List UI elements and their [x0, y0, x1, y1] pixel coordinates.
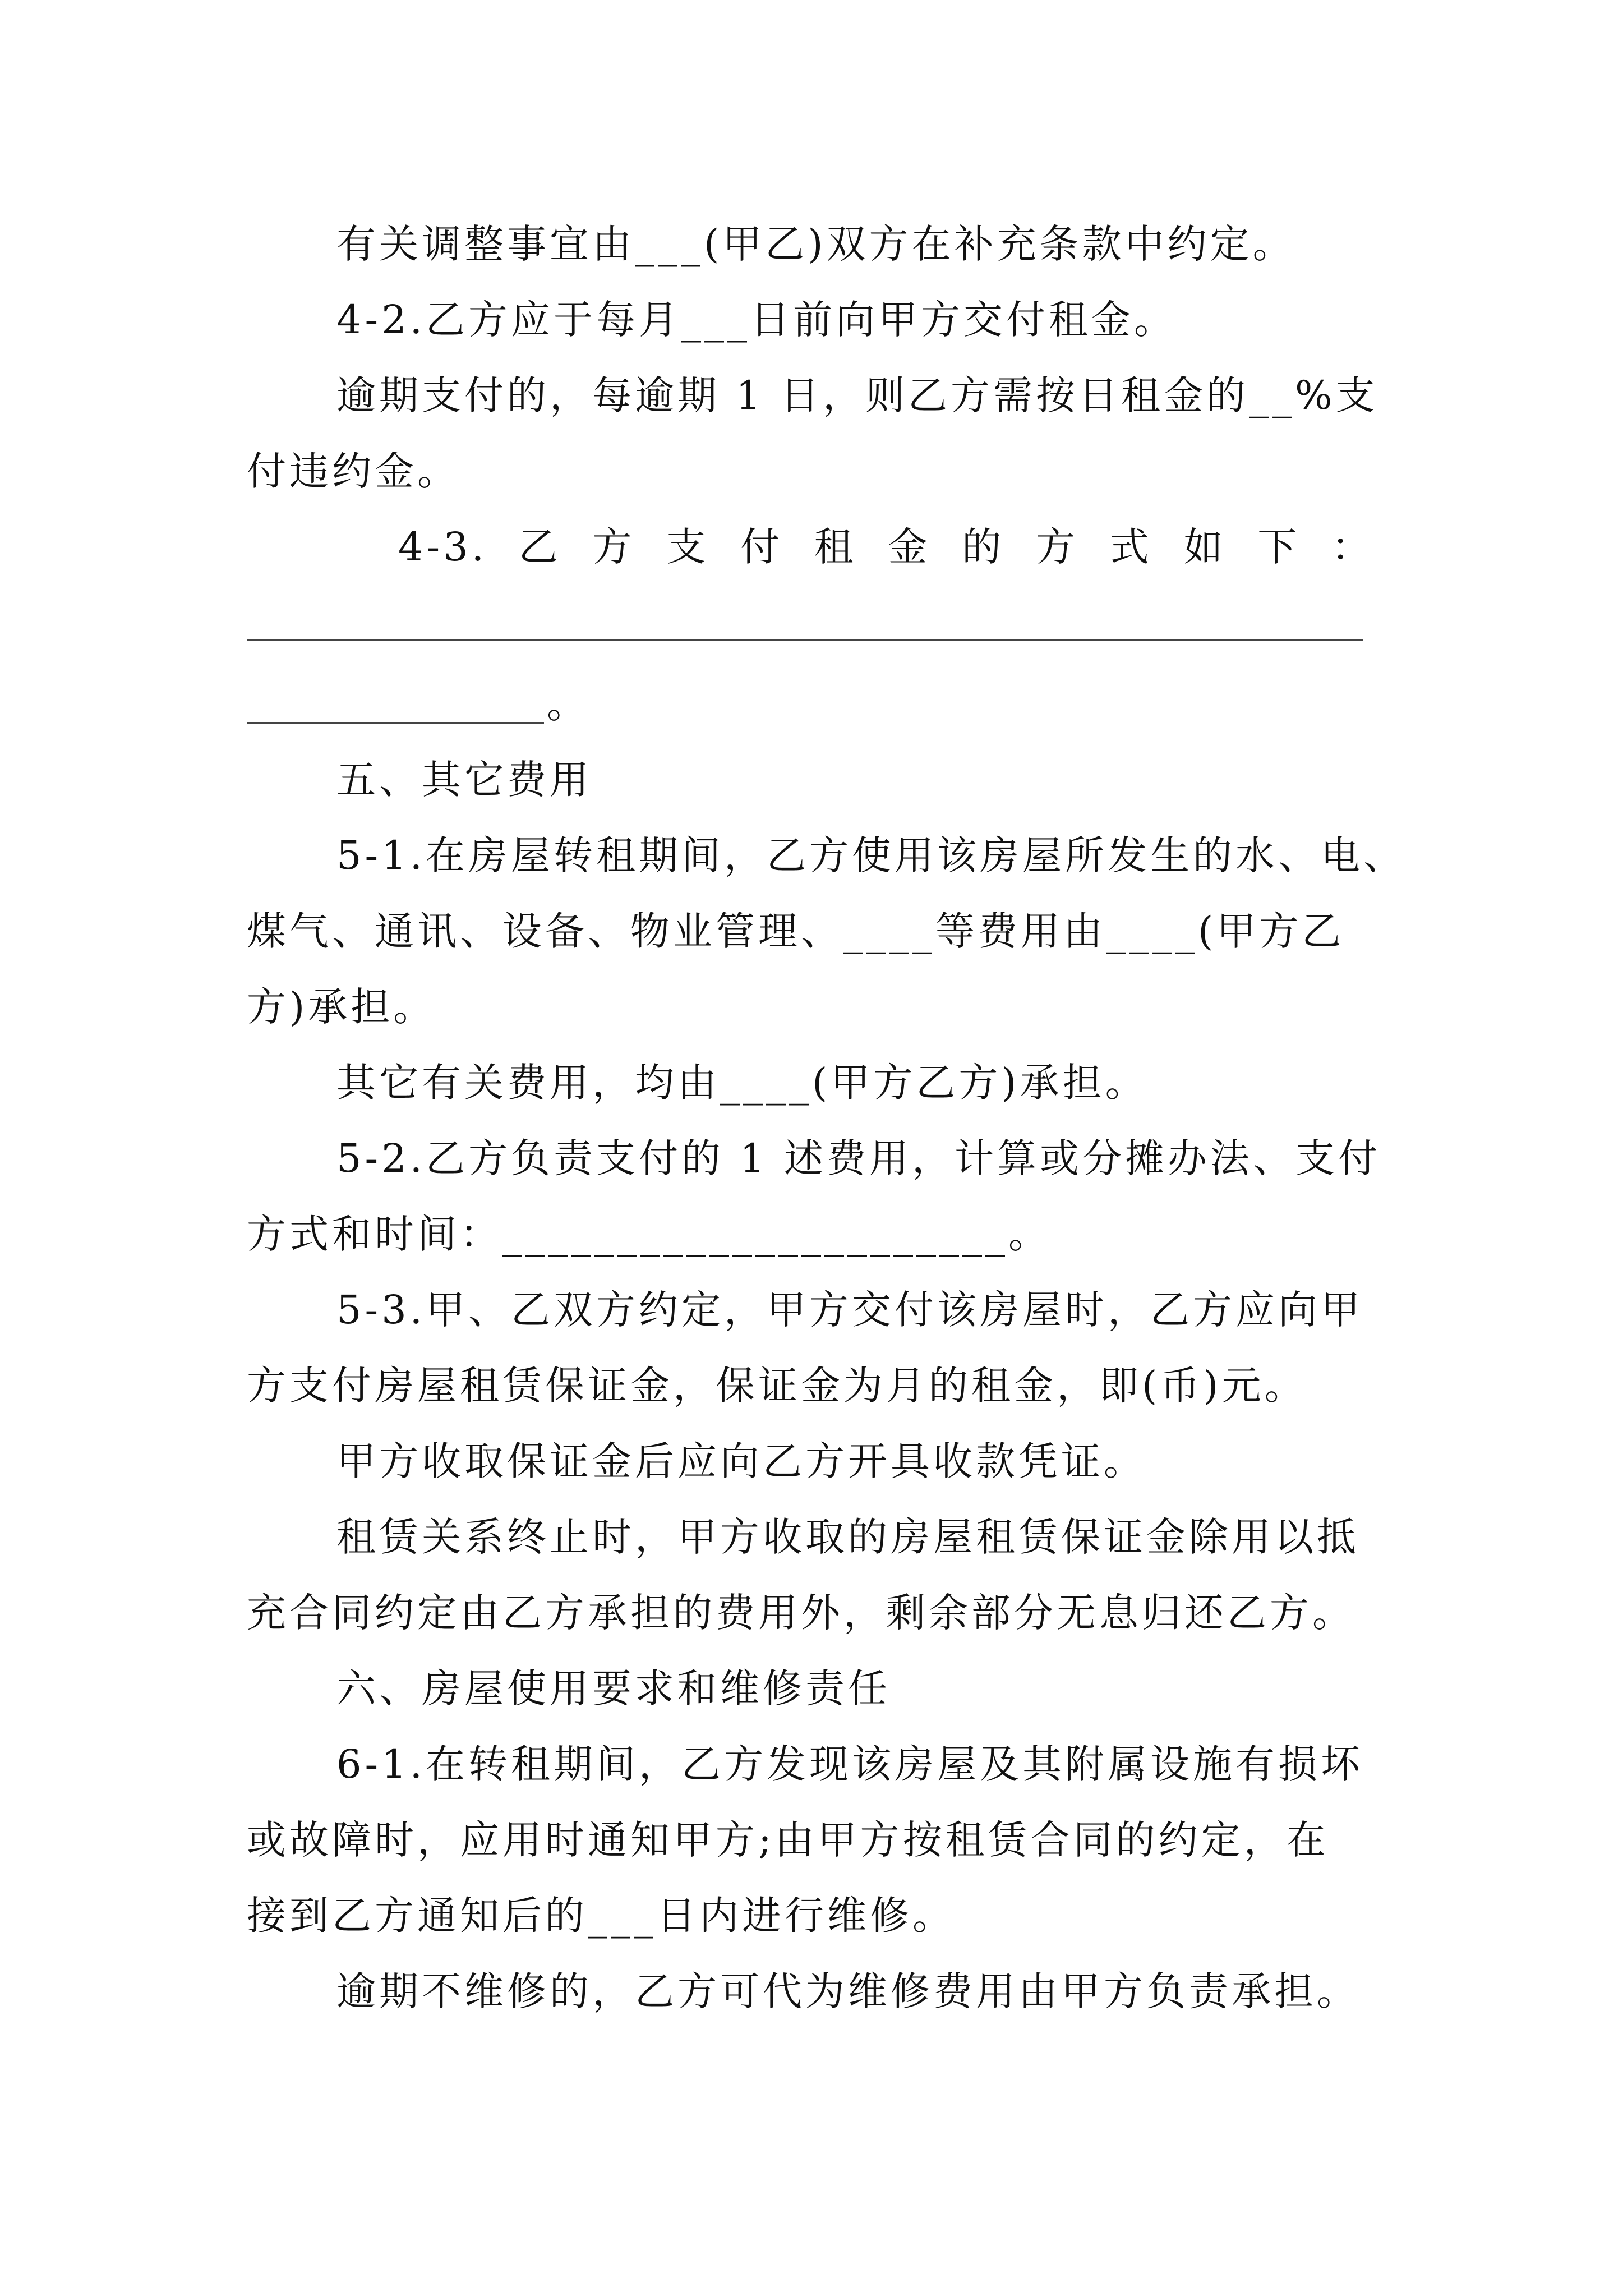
- paragraph-line: 逾期不维修的，乙方可代为维修费用由甲方负责承担。: [336, 1968, 1359, 2014]
- paragraph-line: 5-2.乙方负责支付的 1 述费用，计算或分摊办法、支付: [336, 1135, 1381, 1181]
- paragraph-line: 或故障时，应用时通知甲方;由甲方按租赁合同的约定，在: [247, 1817, 1329, 1863]
- spread-token: 乙: [518, 524, 561, 570]
- spread-token: 方: [1035, 524, 1078, 570]
- paragraph-line: 租赁关系终止时，甲方收取的房屋租赁保证金除用以抵: [336, 1514, 1359, 1560]
- spread-token: 租: [814, 524, 857, 570]
- spread-token: 支: [666, 524, 709, 570]
- paragraph-line: 有关调整事宜由___(甲乙)双方在补充条款中约定。: [336, 221, 1295, 267]
- paragraph-line: 5-1.在房屋转租期间，乙方使用该房屋所发生的水、电、: [336, 832, 1406, 878]
- paragraph-line: 付违约金。: [247, 448, 460, 494]
- fill-in-blank-line: [247, 639, 1363, 641]
- paragraph-line: 5-3.甲、乙双方约定，甲方交付该房屋时，乙方应向甲: [336, 1287, 1363, 1333]
- spread-token: 付: [740, 524, 783, 570]
- paragraph-line: 逾期支付的，每逾期 1 日，则乙方需按日租金的__%支: [336, 372, 1378, 418]
- spread-token: 式: [1109, 524, 1152, 570]
- spread-token: 方: [592, 524, 635, 570]
- spread-token: 下: [1257, 524, 1301, 570]
- spread-token: 如: [1183, 524, 1227, 570]
- paragraph-line: 其它有关费用，均由____(甲方乙方)承担。: [336, 1060, 1148, 1106]
- paragraph-line-4-3: [398, 519, 1374, 575]
- paragraph-line: 方支付房屋租赁保证金，保证金为月的租金，即(币)元。: [247, 1363, 1307, 1409]
- section-heading: 六、房屋使用要求和维修责任: [336, 1665, 891, 1711]
- spread-token: 4-3.: [398, 524, 487, 570]
- paragraph-line: 方)承担。: [247, 984, 436, 1030]
- paragraph-line: 。: [547, 681, 589, 727]
- paragraph-line: 接到乙方通知后的___日内进行维修。: [247, 1893, 955, 1939]
- paragraph-line: 充合同约定由乙方承担的费用外，剩余部分无息归还乙方。: [247, 1590, 1355, 1636]
- paragraph-line: 甲方收取保证金后应向乙方开具收款凭证。: [336, 1438, 1146, 1484]
- paragraph-line: 煤气、通讯、设备、物业管理、____等费用由____(甲方乙: [247, 908, 1345, 954]
- spread-token: 的: [962, 524, 1005, 570]
- fill-in-blank-line: [247, 722, 544, 724]
- spread-token: ：: [1331, 524, 1374, 570]
- paragraph-line: 4-2.乙方应于每月___日前向甲方交付租金。: [336, 297, 1177, 343]
- paragraph-line: 方式和时间：______________________。: [247, 1211, 1051, 1257]
- spread-token: 金: [888, 524, 931, 570]
- section-heading: 五、其它费用: [336, 757, 592, 803]
- paragraph-line: 6-1.在转租期间，乙方发现该房屋及其附属设施有损坏: [336, 1741, 1363, 1787]
